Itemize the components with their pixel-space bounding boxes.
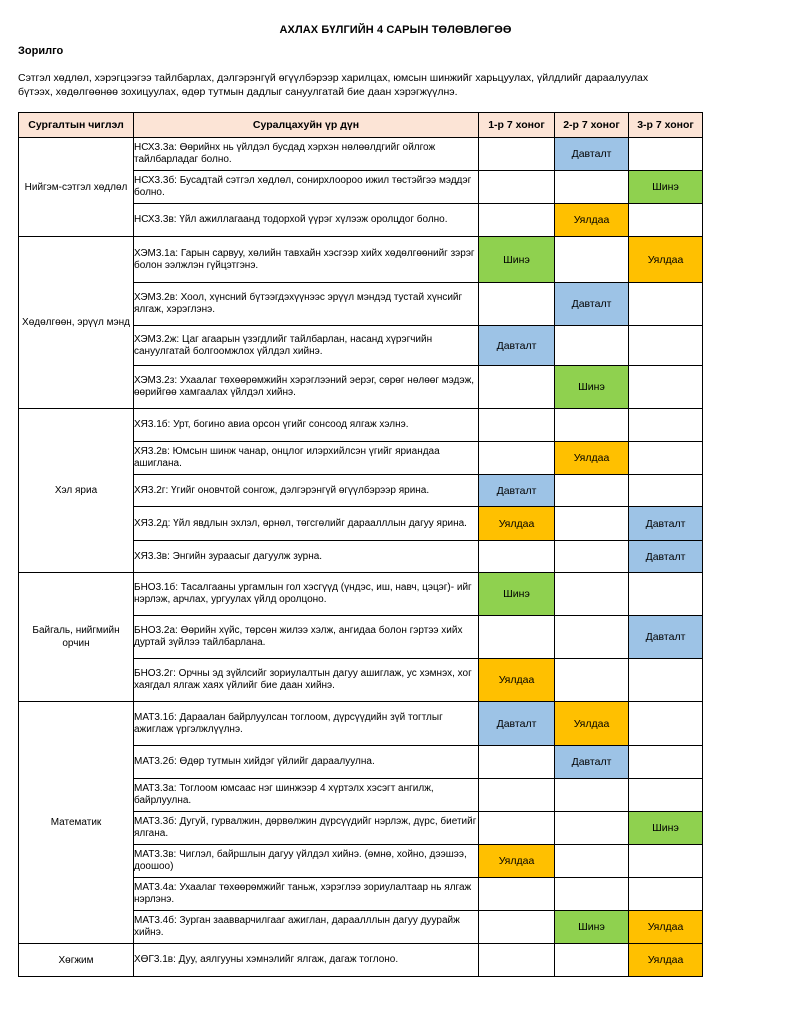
week-3-cell: [629, 409, 703, 442]
outcome-cell: ХӨГ3.1в: Дуу, аялгууны хэмнэлийг ялгаж, дагаж тоглоно.: [134, 944, 479, 977]
area-cell: Хэл яриа: [19, 409, 134, 573]
plan-table-body: [19, 138, 703, 977]
outcome-cell: МАТ3.4б: Зурган заавварчилгааг ажиглан, дараалллын дагуу дуурайж хийнэ.: [134, 911, 479, 944]
area-cell: Хөдөлгөөн, эрүүл мэнд: [19, 237, 134, 409]
outcome-cell: ХЭМ3.2з: Ухаалаг төхөөрөмжийн хэрэглээний эерэг, сөрөг нөлөөг мэдэж, өөрийгөө хамгаалах үйлдэл хийнэ.: [134, 366, 479, 409]
plan-table: [18, 112, 703, 977]
week-2-cell: [555, 507, 629, 541]
outcome-cell: БНО3.2а: Өөрийн хүйс, төрсөн жилээ хэлж, ангидаа болон гэртээ хийх дуртай зүйлээ тайлбарлана.: [134, 616, 479, 659]
week-2-cell: [555, 573, 629, 616]
header-week-1: 1-р 7 хоног: [479, 113, 555, 138]
week-1-cell: [479, 409, 555, 442]
outcome-cell: ХЯ3.2г: Үгийг оновчтой сонгож, дэлгэрэнгүй өгүүлбэрээр ярина.: [134, 475, 479, 507]
outcome-cell: НСХ3.3в: Үйл ажиллагаанд тодорхой үүрэг хүлээж оролцдог болно.: [134, 204, 479, 237]
outcome-cell: БНО3.1б: Тасалгааны ургамлын гол хэсгүүд (үндэс, иш, навч, цэцэг)- ийг нэрлэж, арчлах, ургуулах үйлд оролцоно.: [134, 573, 479, 616]
week-3-cell: [629, 746, 703, 779]
table-row: [19, 944, 703, 977]
header-area: Сургалтын чиглэл: [19, 113, 134, 138]
table-row: [19, 237, 703, 283]
week-3-cell: Давталт: [629, 507, 703, 541]
week-3-cell: [629, 442, 703, 475]
week-2-cell: [555, 845, 629, 878]
week-2-cell: [555, 659, 629, 702]
week-1-cell: Давталт: [479, 475, 555, 507]
week-2-cell: Давталт: [555, 283, 629, 326]
week-1-cell: Шинэ: [479, 237, 555, 283]
week-1-cell: [479, 171, 555, 204]
week-2-cell: [555, 237, 629, 283]
outcome-cell: МАТ3.2б: Өдөр тутмын хийдэг үйлийг дараалуулна.: [134, 746, 479, 779]
goal-text-line: бүтээх, хөдөлгөөнөө зохицуулах, өдөр тутмын дадлыг сануулгатай бие даан хэрэгжүүлнэ.: [18, 86, 458, 98]
area-cell: Нийгэм-сэтгэл хөдлөл: [19, 138, 134, 237]
week-3-cell: [629, 845, 703, 878]
week-3-cell: Уялдаа: [629, 911, 703, 944]
table-row: [19, 409, 703, 442]
week-3-cell: [629, 878, 703, 911]
goal-text-line: Сэтгэл хөдлөл, хэрэгцээгээ тайлбарлах, дэлгэрэнгүй өгүүлбэрээр харилцах, юмсын шинжийг харьцуулах, үйлдлийг дараалуулах: [18, 72, 649, 84]
week-3-cell: Шинэ: [629, 812, 703, 845]
week-1-cell: Уялдаа: [479, 507, 555, 541]
week-3-cell: [629, 138, 703, 171]
week-2-cell: Шинэ: [555, 366, 629, 409]
week-1-cell: [479, 138, 555, 171]
outcome-cell: ХЭМ3.2ж: Цаг агаарын үзэгдлийг тайлбарлан, насанд хүрэгчийн сануулгатай болгоомжлох үйлдэл хийнэ.: [134, 326, 479, 366]
outcome-cell: МАТ3.3б: Дугуй, гурвалжин, дөрвөлжин дүрсүүдийг нэрлэж, дүрс, биетийг ялгана.: [134, 812, 479, 845]
week-1-cell: [479, 442, 555, 475]
week-3-cell: [629, 283, 703, 326]
week-2-cell: Давталт: [555, 138, 629, 171]
week-3-cell: [629, 702, 703, 746]
week-2-cell: Давталт: [555, 746, 629, 779]
week-3-cell: Шинэ: [629, 171, 703, 204]
week-1-cell: [479, 911, 555, 944]
week-1-cell: [479, 366, 555, 409]
week-3-cell: [629, 475, 703, 507]
table-row: [19, 138, 703, 171]
week-1-cell: Давталт: [479, 326, 555, 366]
week-1-cell: Давталт: [479, 702, 555, 746]
week-2-cell: [555, 409, 629, 442]
week-3-cell: [629, 366, 703, 409]
outcome-cell: МАТ3.4а: Ухаалаг төхөөрөмжийг таньж, хэрэглээ зориулалтаар нь ялгаж нэрлэнэ.: [134, 878, 479, 911]
week-3-cell: [629, 779, 703, 812]
outcome-cell: ХЭМ3.1а: Гарын сарвуу, хөлийн тавхайн хэсгээр хийх хөдөлгөөнийг зэрэг болон ээлжлэн гүйцэтгэнэ.: [134, 237, 479, 283]
week-1-cell: [479, 541, 555, 573]
week-1-cell: [479, 616, 555, 659]
week-2-cell: [555, 326, 629, 366]
week-2-cell: [555, 812, 629, 845]
week-1-cell: Шинэ: [479, 573, 555, 616]
week-2-cell: Уялдаа: [555, 442, 629, 475]
table-row: [19, 573, 703, 616]
header-outcome: Суралцахуйн үр дүн: [134, 113, 479, 138]
outcome-cell: ХЯ3.2д: Үйл явдлын эхлэл, өрнөл, төгсгөлийг дараалллын дагуу ярина.: [134, 507, 479, 541]
outcome-cell: ХЯ3.2в: Юмсын шинж чанар, онцлог илэрхийлсэн үгийг яриандаа ашиглана.: [134, 442, 479, 475]
week-1-cell: [479, 944, 555, 977]
week-2-cell: [555, 171, 629, 204]
week-1-cell: Уялдаа: [479, 659, 555, 702]
week-1-cell: Уялдаа: [479, 845, 555, 878]
week-3-cell: Уялдаа: [629, 944, 703, 977]
week-2-cell: Уялдаа: [555, 204, 629, 237]
outcome-cell: ХЭМ3.2в: Хоол, хүнсний бүтээгдэхүүнээс эрүүл мэндэд тустай хүнсийг ялгаж, хэрэглэнэ.: [134, 283, 479, 326]
week-3-cell: [629, 326, 703, 366]
outcome-cell: НСХ3.3б: Бусадтай сэтгэл хөдлөл, сонирхлоороо ижил төстэйгээ мэддэг болно.: [134, 171, 479, 204]
area-cell: Хөгжим: [19, 944, 134, 977]
week-3-cell: [629, 573, 703, 616]
week-3-cell: Уялдаа: [629, 237, 703, 283]
week-1-cell: [479, 204, 555, 237]
week-1-cell: [479, 812, 555, 845]
week-3-cell: Давталт: [629, 616, 703, 659]
week-2-cell: [555, 541, 629, 573]
header-week-3: 3-р 7 хоног: [629, 113, 703, 138]
outcome-cell: НСХ3.3а: Өөрийнх нь үйлдэл бусдад хэрхэн нөлөөлдгийг ойлгож тайлбарладаг болно.: [134, 138, 479, 171]
document-title: АХЛАХ БҮЛГИЙН 4 САРЫН ТӨЛӨВЛӨГӨӨ: [279, 24, 512, 36]
week-2-cell: [555, 944, 629, 977]
table-row: [19, 702, 703, 746]
outcome-cell: МАТ3.3а: Тоглоом юмсаас нэг шинжээр 4 хүртэлх хэсэгт ангилж, байрлуулна.: [134, 779, 479, 812]
week-3-cell: [629, 659, 703, 702]
outcome-cell: ХЯ3.1б: Урт, богино авиа орсон үгийг сонсоод ялгаж хэлнэ.: [134, 409, 479, 442]
week-2-cell: [555, 616, 629, 659]
week-2-cell: [555, 475, 629, 507]
outcome-cell: МАТ3.3в: Чиглэл, байршлын дагуу үйлдэл хийнэ. (өмнө, хойно, дээшээ, доошоо): [134, 845, 479, 878]
week-2-cell: Уялдаа: [555, 702, 629, 746]
week-2-cell: [555, 779, 629, 812]
table-header-row: [19, 113, 703, 138]
week-1-cell: [479, 878, 555, 911]
area-cell: Байгаль, нийгмийн орчин: [19, 573, 134, 702]
outcome-cell: БНО3.2г: Орчны эд зүйлсийг зориулалтын дагуу ашиглаж, ус хэмнэх, хог хаягдал ялгаж хаях үйлийг бие даан хийнэ.: [134, 659, 479, 702]
outcome-cell: МАТ3.1б: Дараалан байрлуулсан тоглоом, дүрсүүдийн зүй тогтлыг ажиглаж үргэлжлүүлнэ.: [134, 702, 479, 746]
header-week-2: 2-р 7 хоног: [555, 113, 629, 138]
goal-text: [18, 71, 708, 99]
week-1-cell: [479, 779, 555, 812]
week-1-cell: [479, 283, 555, 326]
week-3-cell: Давталт: [629, 541, 703, 573]
week-2-cell: Шинэ: [555, 911, 629, 944]
outcome-cell: ХЯ3.3в: Энгийн зураасыг дагуулж зурна.: [134, 541, 479, 573]
area-cell: Математик: [19, 702, 134, 944]
goal-heading: Зорилго: [18, 45, 64, 57]
week-2-cell: [555, 878, 629, 911]
week-1-cell: [479, 746, 555, 779]
week-3-cell: [629, 204, 703, 237]
